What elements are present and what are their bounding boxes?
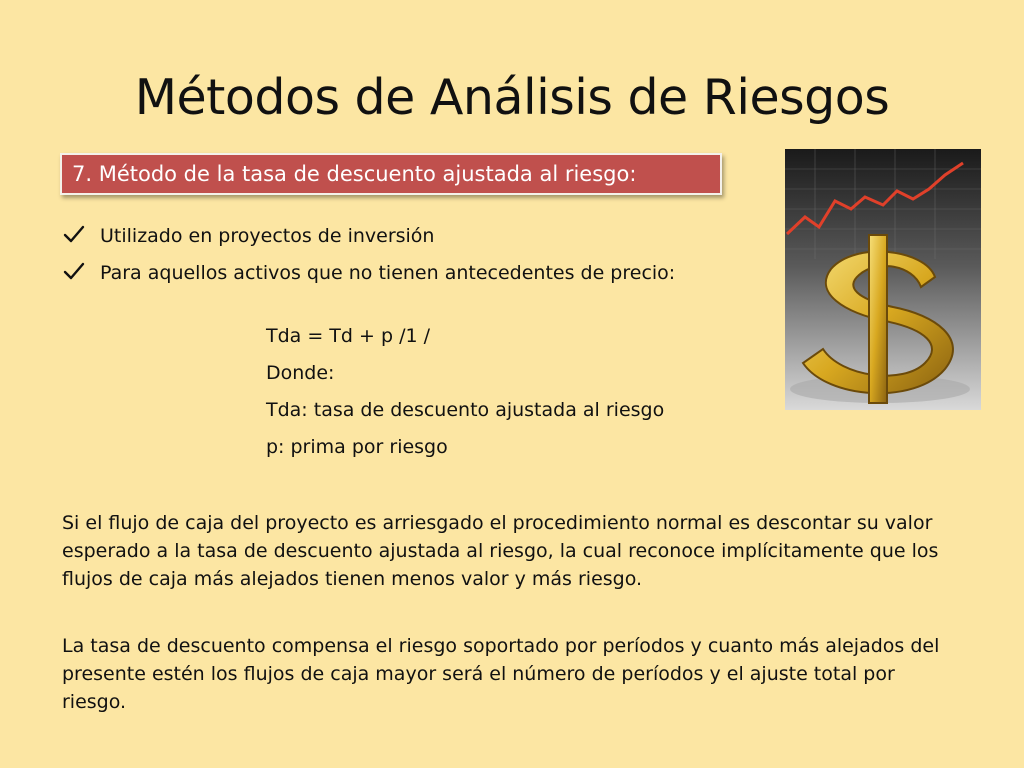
bullet-text: Utilizado en proyectos de inversión bbox=[100, 225, 435, 247]
section-label: 7. Método de la tasa de descuento ajustada al riesgo: bbox=[72, 162, 637, 186]
checkmark-icon bbox=[62, 222, 86, 246]
formula-line: Donde: bbox=[266, 362, 335, 384]
paragraph: Si el flujo de caja del proyecto es arriesgado el procedimiento normal es descontar su valor esperado a la tasa de descuento ajustada al riesgo, la cual reconoce implícitamente que los flujos de caja más alejados tienen menos valor y más riesgo. bbox=[62, 512, 939, 590]
bullet-text: Para aquellos activos que no tienen antecedentes de precio: bbox=[100, 262, 676, 284]
formula-line: p: prima por riesgo bbox=[266, 436, 448, 458]
formula-line: Tda = Td + p /1 / bbox=[266, 325, 431, 347]
formula-line: Tda: tasa de descuento ajustada al riesgo bbox=[266, 399, 665, 421]
checkmark-icon bbox=[62, 259, 86, 283]
slide-title: Métodos de Análisis de Riesgos bbox=[134, 69, 890, 126]
dollar-sign-chart-image bbox=[785, 149, 981, 410]
formula-block bbox=[266, 320, 664, 468]
section-label-box bbox=[60, 153, 722, 195]
paragraph: La tasa de descuento compensa el riesgo soportado por períodos y cuanto más alejados del presente estén los flujos de caja mayor será el número de períodos y el ajuste total por riesgo. bbox=[62, 635, 940, 713]
